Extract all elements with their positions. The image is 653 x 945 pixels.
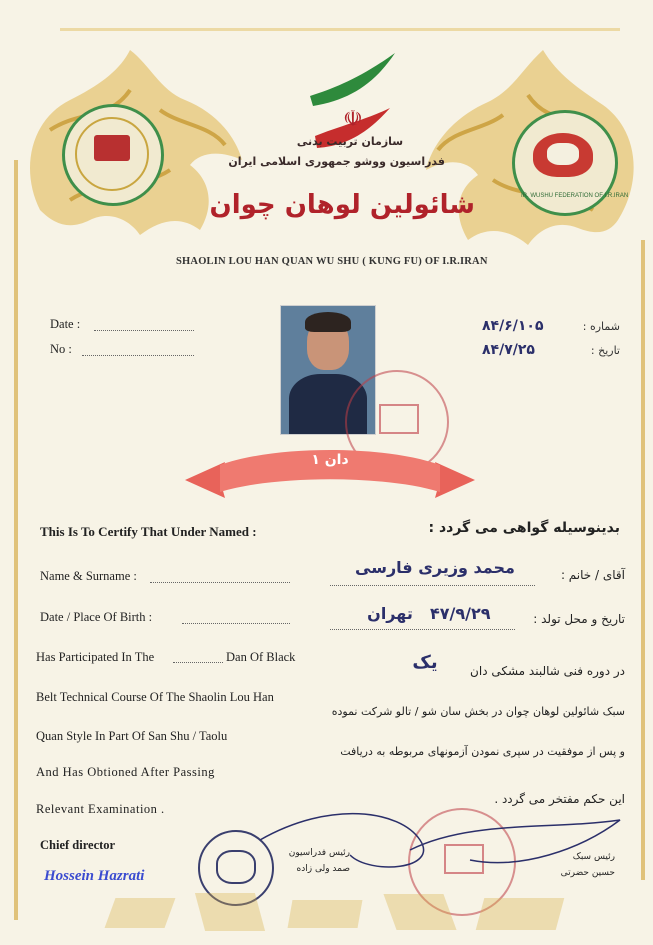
- certify-fa: بدینوسیله گواهی می گردد :: [428, 520, 620, 536]
- date-value: ۸۴/۷/۲۵: [482, 342, 535, 358]
- bottom-watermark: [110, 888, 590, 938]
- date-label-fa: تاریخ :: [590, 344, 620, 357]
- left-emblem: [62, 104, 164, 206]
- dan-ribbon: [185, 440, 475, 502]
- chief-signature: Hossein Hazrati: [44, 868, 145, 884]
- right-border: [641, 240, 645, 880]
- no-label: No :: [50, 342, 72, 356]
- birth-label-en: Date / Place Of Birth :: [40, 610, 153, 624]
- right-emblem: [512, 110, 629, 216]
- title-fa: شائولین لوهان چوان: [209, 190, 475, 220]
- dan-value: یک: [412, 652, 438, 673]
- body-fa-line-5: و پس از موفقیت در سپری نمودن آزمونهای مربوطه به دریافت: [340, 745, 625, 758]
- right-emblem-text: IR. WUSHU FEDERATION OF I.R.IRAN: [521, 193, 629, 199]
- left-border: [14, 160, 18, 920]
- birth-label-fa: تاریخ و محل تولد :: [533, 612, 625, 626]
- date-label: Date :: [50, 317, 81, 331]
- style-title: رئیس سبک: [572, 852, 615, 862]
- dan-line: [173, 662, 223, 663]
- number-label-fa: شماره :: [582, 320, 620, 333]
- body-fa-line-4: سبک شائولین لوهان چوان در بخش سان شو / تالو شرکت نموده: [331, 705, 625, 718]
- participated-a: Has Participated In The: [36, 650, 155, 664]
- birth-place: تهران: [367, 604, 413, 623]
- chief-label: Chief director: [40, 838, 116, 852]
- body-line-6: And Has Obtioned After Passing: [36, 765, 215, 779]
- birth-line-fa: [330, 629, 515, 630]
- svg-text:☫: ☫: [343, 107, 363, 132]
- title-en: SHAOLIN LOU HAN QUAN WU SHU ( KUNG FU) OF I.R.IRAN: [176, 256, 488, 267]
- temple-icon: [94, 135, 130, 161]
- fed-title: رئیس فدراسیون: [288, 848, 350, 858]
- style-name: حسین حضرتی: [560, 868, 615, 878]
- no-line: [82, 355, 194, 356]
- date-line: [94, 330, 194, 331]
- org-line-2: فدراسیون ووشو جمهوری اسلامی ایران: [228, 155, 445, 168]
- body-line-7: Relevant Examination .: [36, 802, 165, 816]
- body-line-4: Belt Technical Course Of The Shaolin Lou Han: [36, 690, 274, 704]
- participated-b: Dan Of Black: [226, 650, 296, 664]
- name-label-en: Name & Surname :: [40, 569, 137, 583]
- birth-date: ۴۷/۹/۲۹: [430, 604, 491, 623]
- certify-en: This Is To Certify That Under Named :: [40, 524, 257, 539]
- name-line: [150, 582, 290, 583]
- name-value: محمد وزیری فارسی: [355, 558, 515, 577]
- number-value: ۸۴/۶/۱۰۵: [482, 318, 544, 334]
- signature-strokes: [250, 800, 630, 880]
- dan-text-fa: در دوره فنی شالبند مشکی دان: [470, 664, 625, 678]
- ribbon-text: دان ۱: [311, 452, 349, 468]
- name-line-fa: [330, 585, 535, 586]
- body-line-5: Quan Style In Part Of San Shu / Taolu: [36, 729, 228, 743]
- org-line-1: سازمان تربیت بدنی: [296, 135, 404, 148]
- fed-name: صمد ولی زاده: [296, 864, 350, 874]
- body-fa-line-6: این حکم مفتخر می گردد .: [494, 792, 625, 806]
- name-label-fa: آقای / خانم :: [560, 568, 625, 582]
- birth-line: [182, 623, 290, 624]
